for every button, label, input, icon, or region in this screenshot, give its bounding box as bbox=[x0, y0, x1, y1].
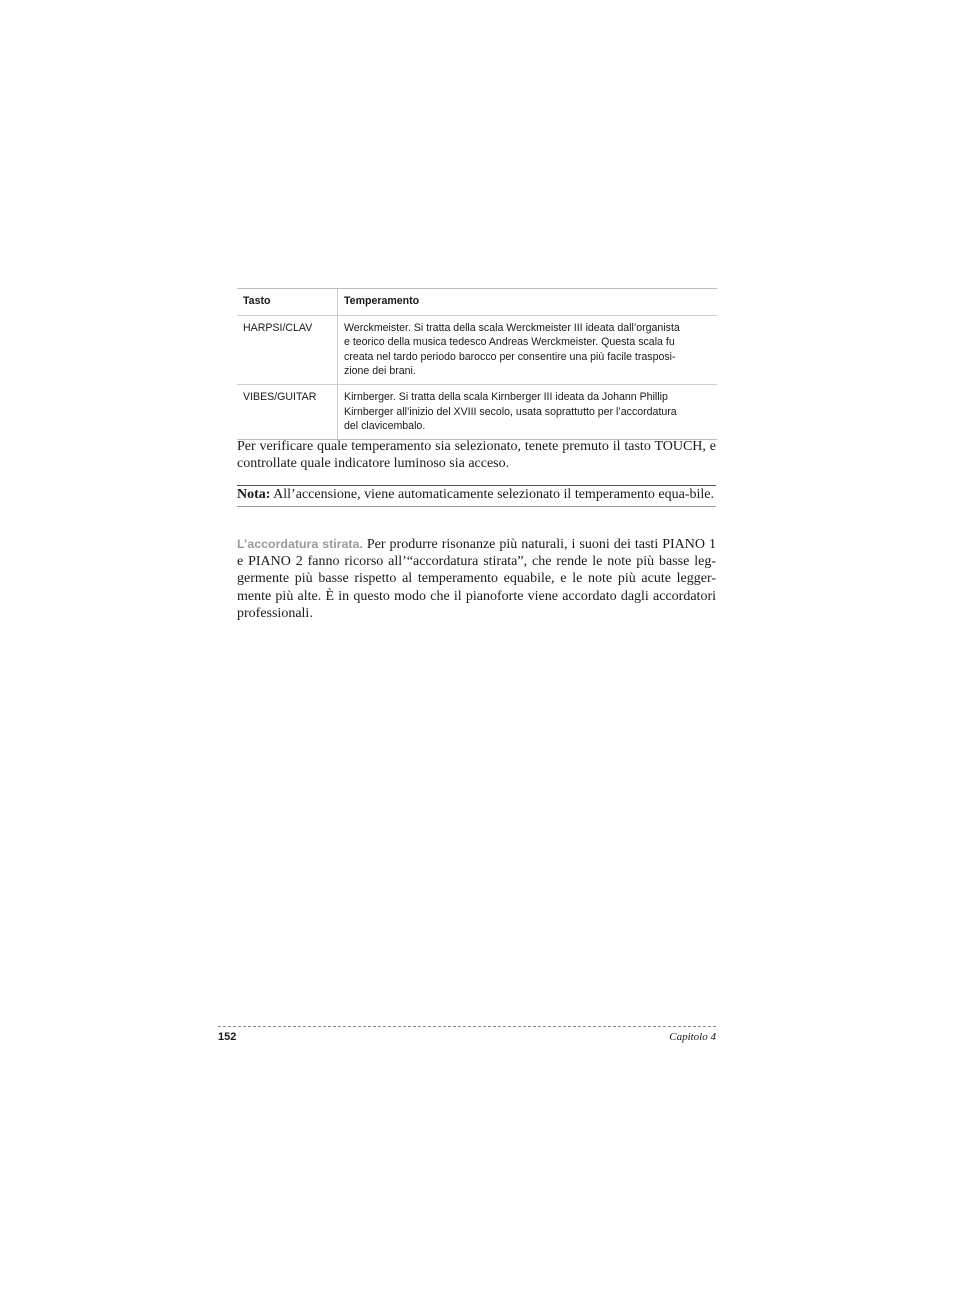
row-description-line: Werckmeister. Si tratta della scala Werckmeister III ideata dall’organista bbox=[344, 321, 680, 334]
header-tasto: Tasto bbox=[237, 289, 338, 315]
header-temperamento: Temperamento bbox=[344, 295, 420, 307]
row-description-line: del clavicembalo. bbox=[344, 420, 426, 433]
table-header-row bbox=[237, 289, 717, 315]
note-text: All’accensione, viene automaticamente selezionato il temperamento equa-bile. bbox=[273, 487, 714, 502]
row-description-line: e teorico della musica tedesco Andreas Werckmeister. Questa scala fu bbox=[344, 336, 675, 349]
temperament-table bbox=[237, 288, 717, 440]
page-number: 152 bbox=[218, 1031, 237, 1043]
table-row bbox=[237, 384, 717, 439]
row-description-line: Kirnberger. Si tratta della scala Kirnberger III ideata da Johann Phillip bbox=[344, 390, 668, 403]
paragraph-stretched-tuning bbox=[237, 536, 716, 622]
paragraph-temperament-check: Per verificare quale temperamento sia selezionato, tenete premuto il tasto TOUCH, e controllate quale indicatore luminoso sia acceso. bbox=[237, 439, 716, 472]
row-key: VIBES/GUITAR bbox=[237, 385, 338, 439]
row-key: HARPSI/CLAV bbox=[237, 316, 338, 384]
chapter-label: Capitolo 4 bbox=[669, 1031, 716, 1043]
row-description-line: creata nel tardo periodo barocco per consentire una più facile trasposi- bbox=[344, 350, 676, 363]
footer-divider bbox=[218, 1026, 716, 1027]
row-description-line: zione dei brani. bbox=[344, 365, 416, 378]
table-row bbox=[237, 315, 717, 384]
row-description-line: Kirnberger all’inizio del XVIII secolo, usata soprattutto per l’accordatura bbox=[344, 405, 677, 418]
run-in-heading: L’accordatura stirata. bbox=[237, 537, 363, 551]
row-description bbox=[338, 385, 717, 439]
row-description bbox=[338, 316, 717, 384]
note-label: Nota: bbox=[237, 487, 271, 502]
note-box bbox=[237, 485, 716, 507]
paragraph-body: Per produrre risonanze più naturali, i suoni dei tasti PIANO 1 e PIANO 2 fanno ricorso all’“accordatura stirata”, che rende le note più basse leg-germente più basse rispetto al temperamento equabile, e le note più acute legger-mente più alte. È in questo modo che il pianoforte viene accordato dagli accordatori professionali. bbox=[237, 537, 717, 621]
